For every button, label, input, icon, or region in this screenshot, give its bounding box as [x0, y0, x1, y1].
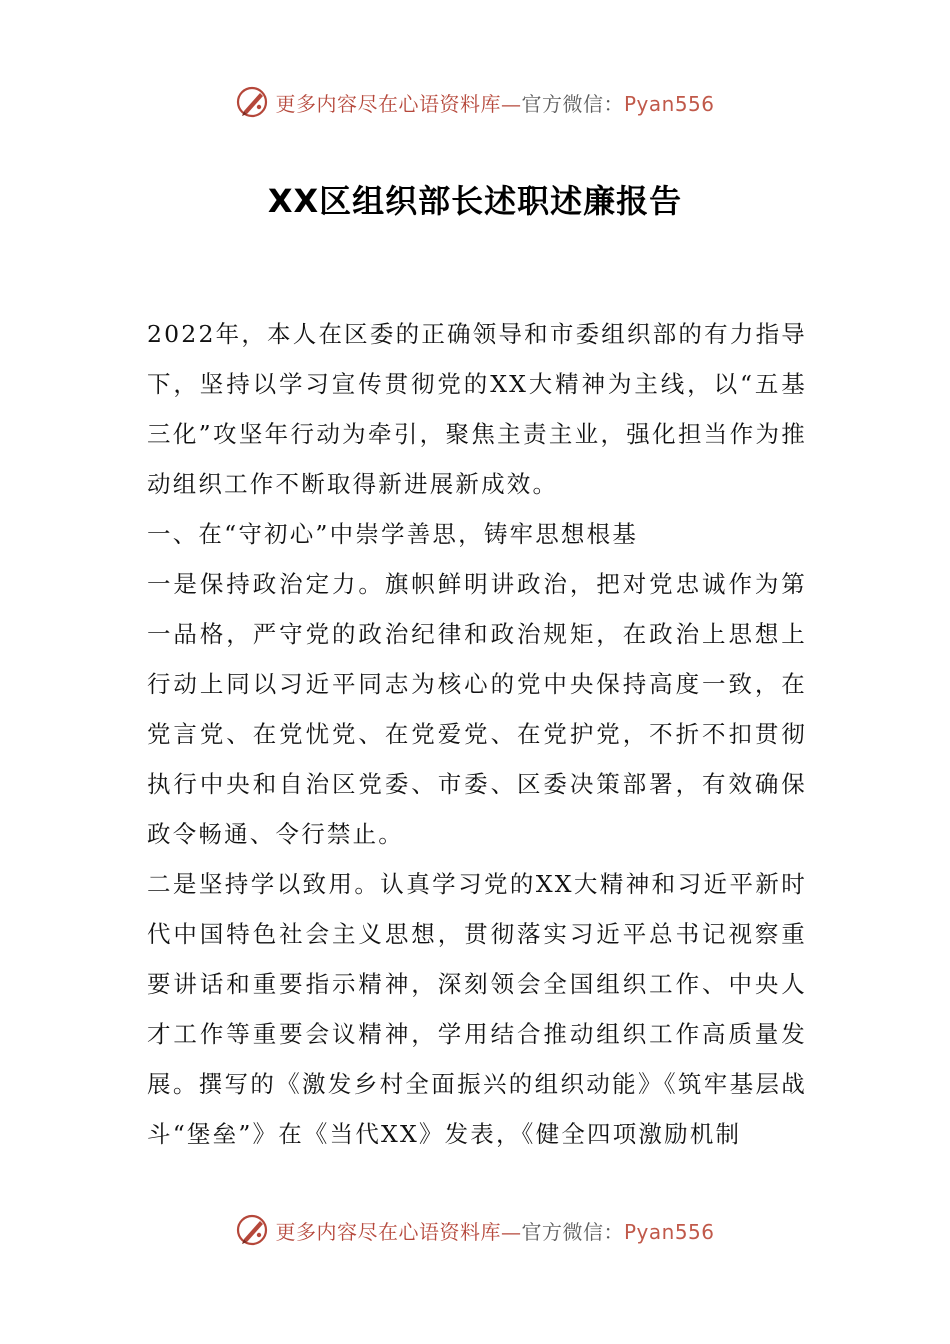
section-heading-1: 一、在“守初心”中崇学善思，铸牢思想根基 — [147, 520, 639, 548]
footer-watermark — [0, 1210, 950, 1250]
paragraph-learning-application: 二是坚持学以致用。认真学习党的XX大精神和习近平新时代中国特色社会主义思想，贯彻落实习近平总书记视察重要讲话和重要指示精神，深刻领会全国组织工作、中央人才工作等重要会议精神，学用结合推动组织工作高质量发展。撰写的《激发乡村全面振兴的组织动能》《筑牢基层战斗“堡垒”》在《当代XX》发表，《健全四项激励机制 — [147, 870, 807, 1148]
watermark-dash: — — [500, 1219, 522, 1244]
document-body — [147, 309, 807, 1159]
paragraph-intro: 2022年，本人在区委的正确领导和市委组织部的有力指导下，坚持以学习宣传贯彻党的XX大精神为主线，以“五基三化”攻坚年行动为牵引，聚焦主责主业，强化担当作为推动组织工作不断取得新进展新成效。 — [147, 320, 807, 498]
watermark-text — [275, 1216, 714, 1245]
document-title: XX区组织部长述职述廉报告 — [267, 182, 683, 220]
header-watermark — [0, 82, 950, 122]
watermark-official: 官方微信： — [521, 1219, 624, 1244]
watermark-id: Pyan556 — [623, 91, 715, 116]
pen-logo-icon — [235, 1212, 271, 1248]
watermark-text — [275, 88, 714, 117]
watermark-brand: 更多内容尽在心语资料库 — [275, 91, 501, 116]
pen-logo-icon — [235, 84, 271, 120]
watermark-official: 官方微信： — [521, 91, 624, 116]
watermark-brand: 更多内容尽在心语资料库 — [275, 1219, 501, 1244]
watermark-dash: — — [500, 91, 522, 116]
paragraph-political-resolve: 一是保持政治定力。旗帜鲜明讲政治，把对党忠诚作为第一品格，严守党的政治纪律和政治规矩，在政治上思想上行动上同以习近平同志为核心的党中央保持高度一致，在党言党、在党忧党、在党爱党、在党护党，不折不扣贯彻执行中央和自治区党委、市委、区委决策部署，有效确保政令畅通、令行禁止。 — [147, 570, 807, 848]
watermark-id: Pyan556 — [623, 1219, 715, 1244]
